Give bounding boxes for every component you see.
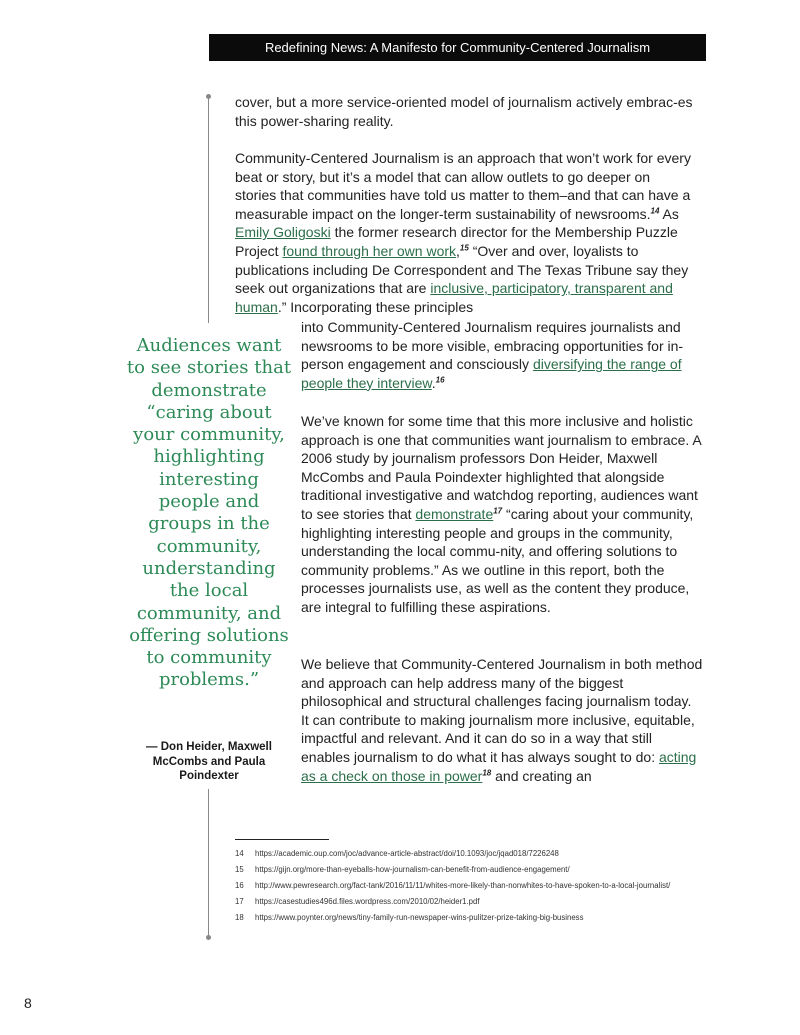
body-paragraph-3 (301, 412, 703, 617)
footnote-item (235, 849, 707, 859)
footnote-item (235, 881, 707, 891)
paragraph-text: cover, but a more service-oriented model of journalism actively embrac-es this power-sharing reality. (235, 94, 693, 129)
paragraph-text: As (659, 205, 679, 222)
footnote-divider (235, 839, 329, 840)
pull-quote: Audiences want to see stories that demonstrate “caring about your community, highlighting interesting people and groups in the community, understanding the local community, and offering solutions to community problems.” (126, 335, 292, 691)
document-header (209, 34, 706, 61)
body-paragraph-4 (301, 655, 703, 785)
paragraph-text: We’ve known for some time that this more inclusive and holistic approach is one that communities want journalism to embrace. A 2006 study by journalism professors Don Heider, Maxwell McCombs and Paula Poindexter highlighted that alongside traditional investigative and watchdog reporting, audiences want to see stories that (301, 413, 701, 522)
footnote-number: 14 (235, 849, 244, 858)
paragraph-text: .” Incorporating these principles (277, 298, 474, 315)
demonstrate-link[interactable]: demonstrate (415, 505, 494, 522)
body-paragraph-2-continued (301, 318, 699, 392)
emily-goligoski-link[interactable]: Emily Goligoski (235, 224, 331, 241)
footnote-url[interactable]: https://www.poynter.org/news/tiny-family-run-newspaper-wins-pulitzer-prize-taking-big-business (255, 913, 584, 922)
paragraph-text: the former research director for the Membership Puzzle Project (235, 224, 678, 259)
paragraph-text: and creating an (491, 767, 592, 784)
margin-rule-lower (208, 789, 209, 937)
found-through-her-own-work-link[interactable]: found through her own work (282, 242, 457, 259)
footnote-number: 18 (235, 913, 244, 922)
margin-rule-upper (208, 97, 209, 323)
footnote-number: 15 (235, 865, 244, 874)
footnote-ref[interactable]: 17 (493, 506, 503, 516)
paragraph-text: We believe that Community-Centered Journalism in both method and approach can help address many of the biggest philosophical and structural challenges facing journalism today. It can contribute to making journalism more inclusive, equitable, impactful and relevant. And it can do so in a way that still enables journalism to do what it has always sought to do: (301, 656, 703, 765)
margin-rule-bottom-dot (206, 935, 211, 940)
footnote-item (235, 897, 707, 907)
footnote-ref[interactable]: 16 (435, 375, 445, 385)
paragraph-text: “caring about your community, highlighting interesting people and groups in the community, understanding the local commu-nity, and offering solutions to community problems.” As we outline in this report, both the processes journalists use, as well as the content they produce, are integral to fulfilling these aspirations. (301, 505, 694, 615)
diversifying-range-link[interactable]: diversifying the range of people they interview (301, 356, 682, 391)
footnote-number: 17 (235, 897, 244, 906)
document-title: Redefining News: A Manifesto for Community-Centered Journalism (264, 40, 651, 55)
footnotes-list (235, 849, 707, 929)
footnote-ref[interactable]: 15 (459, 243, 469, 253)
footnote-ref[interactable]: 14 (650, 206, 660, 216)
page-number: 8 (24, 995, 32, 1011)
footnote-url[interactable]: http://www.pewresearch.org/fact-tank/2016/11/11/whites-more-likely-than-nonwhites-to-have-spoken-to-a-local-journalist/ (255, 881, 671, 890)
inclusive-participatory-link[interactable]: inclusive, participatory, transparent and human (235, 280, 673, 315)
paragraph-text: “Over and over, loyalists to publications including De Correspondent and The Texas Tribune say they seek out organizations that are (235, 242, 689, 297)
footnote-item (235, 865, 707, 875)
pull-quote-attribution: — Don Heider, Maxwell McCombs and Paula Poindexter (146, 741, 272, 782)
footnote-ref[interactable]: 18 (482, 767, 492, 777)
check-on-power-link[interactable]: acting as a check on those in power (301, 748, 697, 784)
body-paragraph-1 (235, 93, 707, 130)
body-paragraph-2 (235, 149, 693, 316)
footnote-url[interactable]: https://casestudies496d.files.wordpress.com/2010/02/heider1.pdf (255, 897, 480, 906)
paragraph-text: Community-Centered Journalism is an approach that won’t work for every beat or story, but it’s a model that can allow outlets to go deeper on stories that communities have told us matter to them–and that can have a measurable impact on the longer-term sustainability of newsrooms. (235, 150, 691, 222)
footnote-url[interactable]: https://academic.oup.com/joc/advance-article-abstract/doi/10.1093/joc/jqad018/7226248 (255, 849, 559, 858)
footnote-url[interactable]: https://gijn.org/more-than-eyeballs-how-journalism-can-benefit-from-audience-engagement/ (255, 865, 570, 874)
paragraph-text: into Community-Centered Journalism requires journalists and newsrooms to be more visible, embracing opportunities for in-person engagement and consciously (301, 319, 684, 373)
paragraph-text: , (456, 242, 460, 259)
paragraph-text: . (431, 374, 436, 391)
footnote-item (235, 913, 707, 923)
footnote-number: 16 (235, 881, 244, 890)
